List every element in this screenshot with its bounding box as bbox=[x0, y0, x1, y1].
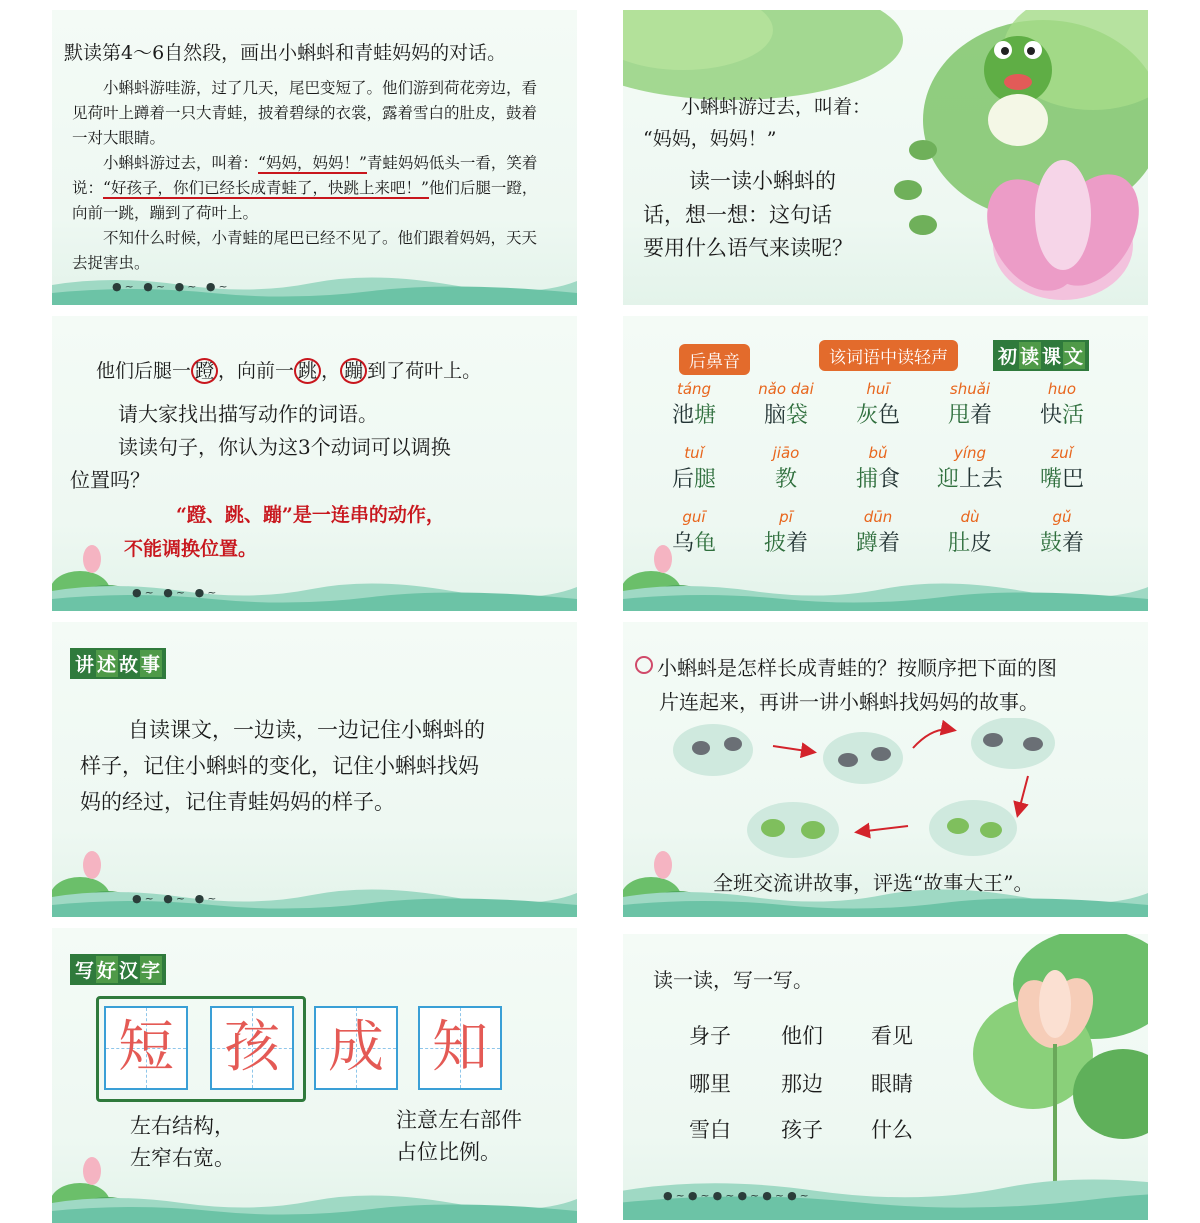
pinyin: dūn bbox=[863, 508, 893, 526]
narration: 小蝌蚪游过去，叫着： bbox=[103, 154, 259, 172]
pinyin: bǔ bbox=[868, 444, 888, 462]
pinyin: jiāo bbox=[772, 444, 800, 462]
water-wave bbox=[52, 883, 577, 917]
story-instruction-2: 样子，记住小蝌蚪的变化，记住小蝌蚪找妈 bbox=[80, 754, 479, 778]
title-char: 讲 bbox=[75, 654, 96, 676]
vocab-word bbox=[741, 380, 831, 429]
frog-icon bbox=[984, 36, 1052, 104]
paragraph-5 bbox=[72, 151, 550, 226]
passage-text bbox=[72, 76, 550, 276]
sequence-instruction-1: 小蝌蚪是怎样长成青蛙的？按顺序把下面的图 bbox=[657, 656, 1057, 680]
practice-word: 眼睛 bbox=[871, 1072, 913, 1096]
slide-first-reading-words bbox=[623, 316, 1148, 611]
verb-deng: 蹬 bbox=[191, 358, 218, 384]
chinese-word: 乌龟 bbox=[671, 531, 717, 556]
practice-word: 雪白 bbox=[689, 1118, 731, 1142]
title-char: 字 bbox=[140, 956, 162, 983]
practice-word: 哪里 bbox=[689, 1072, 731, 1096]
sequence-instruction-2: 片连起来，再讲一讲小蝌蚪找妈妈的故事。 bbox=[659, 690, 1039, 714]
title-char: 事 bbox=[140, 650, 162, 677]
picture-frogs-tails bbox=[929, 800, 1017, 856]
vocab-word bbox=[741, 444, 831, 493]
story-instruction-3: 妈的经过，记住青蛙妈妈的样子。 bbox=[80, 790, 395, 814]
quote-line-2: “妈妈，妈妈！” bbox=[643, 128, 777, 150]
read-write-title: 读一读，写一写。 bbox=[653, 968, 813, 992]
pinyin: gǔ bbox=[1052, 508, 1072, 526]
sentence-part: ，向前一 bbox=[218, 360, 295, 382]
sentence-part: ， bbox=[321, 360, 341, 382]
pinyin: tuǐ bbox=[684, 444, 704, 462]
picture-tadpoles-legs bbox=[823, 732, 903, 784]
tadpole-icons: ●~ ●~ ●~ bbox=[132, 892, 220, 905]
vocab-word bbox=[1017, 380, 1107, 429]
instruction-line: 请大家找出描写动作的词语。 bbox=[118, 402, 378, 426]
water-wave bbox=[52, 577, 577, 611]
practice-word: 他们 bbox=[781, 1024, 823, 1048]
verb-beng: 蹦 bbox=[340, 358, 367, 384]
slide-action-verbs bbox=[52, 316, 577, 611]
pinyin: huo bbox=[1047, 380, 1077, 398]
title-char: 读 bbox=[1019, 342, 1041, 369]
chinese-word: 捕食 bbox=[855, 467, 901, 492]
vocab-word bbox=[925, 444, 1015, 493]
pinyin: nǎo dai bbox=[758, 380, 814, 398]
slide-reading-passage bbox=[52, 10, 577, 305]
pinyin: guī bbox=[682, 508, 706, 526]
tadpole-icons: ●~ ●~ ●~ ●~ bbox=[112, 280, 231, 293]
chinese-word: 披着 bbox=[763, 531, 809, 556]
pinyin: dù bbox=[960, 508, 980, 526]
water-wave bbox=[623, 883, 1148, 917]
vocab-word bbox=[1017, 508, 1107, 557]
char-grid-zhi bbox=[418, 1006, 502, 1090]
note-proportion-2: 占位比例。 bbox=[396, 1140, 501, 1164]
pinyin: zuǐ bbox=[1051, 444, 1073, 462]
vocab-word bbox=[649, 380, 739, 429]
grid-char: 成 bbox=[328, 1015, 384, 1080]
question-line-3: 要用什么语气来读呢？ bbox=[643, 236, 853, 260]
grid-char: 知 bbox=[432, 1015, 488, 1080]
narration: 青蛙妈妈低头一看，笑着说： bbox=[72, 154, 538, 197]
question-line-1: 读一读小蝌蚪的 bbox=[689, 169, 836, 193]
vocab-word bbox=[741, 508, 831, 557]
title-char: 述 bbox=[96, 650, 118, 677]
verb-tiao: 跳 bbox=[294, 358, 321, 384]
pinyin: huī bbox=[866, 380, 890, 398]
passage-heading: 默读第4～6自然段，画出小蝌蚪和青蛙妈妈的对话。 bbox=[64, 42, 507, 64]
frog-dialogue: “好孩子，你们已经长成青蛙了，快跳上来吧！” bbox=[103, 179, 429, 197]
title-char: 课 bbox=[1042, 346, 1063, 368]
slide-tadpole-question bbox=[623, 10, 1148, 305]
chinese-word: 肚皮 bbox=[947, 531, 993, 556]
char-grid-cheng bbox=[314, 1006, 398, 1090]
pinyin: yíng bbox=[953, 444, 987, 462]
question-line-2: 话，想一想：这句话 bbox=[643, 203, 832, 227]
class-activity: 全班交流讲故事，评选“故事大王”。 bbox=[713, 871, 1034, 895]
picture-frogs bbox=[747, 802, 839, 858]
note-structure-1: 左右结构， bbox=[130, 1114, 235, 1138]
sentence-part: 到了荷叶上。 bbox=[367, 360, 482, 382]
title-char: 汉 bbox=[119, 960, 140, 982]
chinese-word: 迎上去 bbox=[936, 467, 1004, 492]
title-char: 写 bbox=[75, 960, 96, 982]
slide-write-characters bbox=[52, 928, 577, 1223]
chinese-word: 蹲着 bbox=[855, 531, 901, 556]
practice-word: 孩子 bbox=[781, 1118, 823, 1142]
sentence-part: 他们后腿一 bbox=[96, 360, 192, 382]
grid-char: 短 bbox=[118, 1015, 174, 1080]
vocab-word bbox=[925, 508, 1015, 557]
back-nasal-tag: 后鼻音 bbox=[679, 344, 750, 375]
slide-read-and-write bbox=[623, 934, 1148, 1220]
vocab-word bbox=[833, 508, 923, 557]
title-char: 故 bbox=[119, 654, 140, 676]
chinese-word: 灰色 bbox=[855, 403, 901, 428]
note-proportion-1: 注意左右部件 bbox=[396, 1108, 522, 1132]
water-wave bbox=[623, 577, 1148, 611]
paragraph-4: 小蝌蚪游哇游，过了几天，尾巴变短了。他们游到荷花旁边，看见荷叶上蹲着一只大青蛙，披着碧绿的衣裳，露着雪白的肚皮，鼓着一对大眼睛。 bbox=[72, 79, 538, 147]
section-title-story bbox=[70, 648, 166, 679]
note-structure-2: 左窄右宽。 bbox=[130, 1146, 235, 1170]
tadpole-dialogue: “妈妈，妈妈！” bbox=[258, 154, 367, 172]
answer-line-2: 不能调换位置。 bbox=[124, 538, 258, 560]
picture-tadpoles bbox=[673, 724, 753, 776]
chinese-word: 教 bbox=[774, 467, 797, 492]
title-char: 初 bbox=[998, 346, 1019, 368]
chinese-word: 池塘 bbox=[671, 403, 717, 428]
question-line-cont: 位置吗？ bbox=[70, 468, 150, 492]
water-wave bbox=[52, 1189, 577, 1223]
vocab-word bbox=[1017, 444, 1107, 493]
pinyin: shuǎi bbox=[949, 380, 991, 398]
section-title-first-reading bbox=[993, 340, 1089, 371]
growth-pictures bbox=[673, 718, 1113, 868]
practice-word: 身子 bbox=[689, 1024, 731, 1048]
grid-char: 孩 bbox=[224, 1015, 280, 1080]
spiral-icon bbox=[635, 656, 653, 674]
title-char: 文 bbox=[1063, 342, 1085, 369]
vocab-word bbox=[833, 444, 923, 493]
quote-line-1: 小蝌蚪游过去，叫着： bbox=[681, 96, 872, 118]
char-grid-hai bbox=[210, 1006, 294, 1090]
answer-line-1: “蹬、跳、蹦”是一连串的动作， bbox=[176, 504, 445, 526]
chinese-word: 脑袋 bbox=[763, 403, 809, 428]
paragraph-6: 不知什么时候，小青蛙的尾巴已经不见了。他们跟着妈妈，天天去捉害虫。 bbox=[72, 229, 538, 272]
vocab-word bbox=[649, 444, 739, 493]
char-grid-duan bbox=[104, 1006, 188, 1090]
narration: 他们后腿一蹬，向前一跳，蹦到了荷叶上。 bbox=[72, 179, 538, 222]
story-instruction-1: 自读课文，一边读，一边记住小蝌蚪的 bbox=[128, 718, 485, 742]
vocab-word bbox=[833, 380, 923, 429]
chinese-word: 鼓着 bbox=[1039, 531, 1085, 556]
section-title-writing bbox=[70, 954, 166, 985]
verb-sentence bbox=[96, 356, 481, 383]
practice-word: 看见 bbox=[871, 1024, 913, 1048]
slide-growth-sequence bbox=[623, 622, 1148, 917]
vocab-word bbox=[925, 380, 1015, 429]
chinese-word: 甩着 bbox=[947, 403, 993, 428]
tadpole-icons: ●~ ●~ ●~ bbox=[132, 586, 220, 599]
slide-story-telling bbox=[52, 622, 577, 917]
practice-word: 什么 bbox=[871, 1118, 913, 1142]
practice-word: 那边 bbox=[781, 1072, 823, 1096]
title-char: 好 bbox=[96, 956, 118, 983]
chinese-word: 后腿 bbox=[671, 467, 717, 492]
chinese-word: 嘴巴 bbox=[1039, 467, 1085, 492]
question-line: 读读句子，你认为这3个动词可以调换 bbox=[118, 435, 451, 459]
tadpole-icons: ●~●~●~●~●~●~ bbox=[663, 1189, 812, 1202]
pinyin: táng bbox=[676, 380, 712, 398]
chinese-word: 快活 bbox=[1039, 403, 1085, 428]
pinyin: pī bbox=[779, 508, 793, 526]
neutral-tone-tag: 该词语中读轻声 bbox=[819, 340, 958, 371]
